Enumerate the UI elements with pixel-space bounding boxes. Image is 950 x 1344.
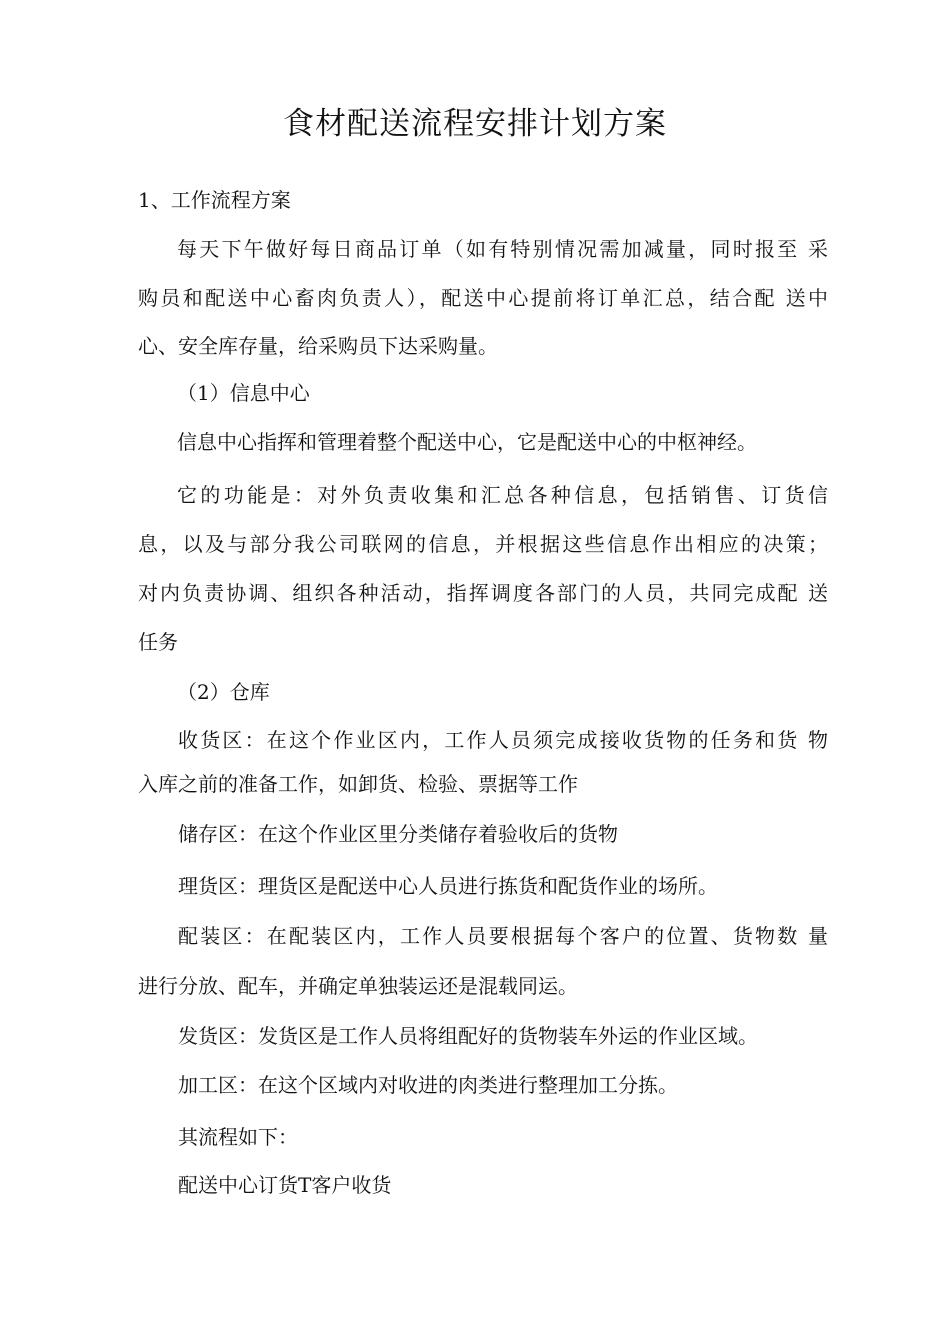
paragraph-line: 发货区：发货区是工作人员将组配好的货物装车外运的作业区域。 — [178, 1024, 758, 1048]
paragraph-line: 购员和配送中心畜肉负责人），配送中心提前将订单汇总，结合配 送中 — [138, 286, 828, 310]
paragraph-line: 进行分放、配车，并确定单独装运还是混载同运。 — [138, 974, 578, 998]
paragraph-line: 收货区：在这个作业区内，工作人员须完成接收货物的任务和货 物 — [178, 728, 828, 752]
paragraph-line: 理货区：理货区是配送中心人员进行拣货和配货作业的场所。 — [178, 874, 718, 898]
paragraph-line: 配装区：在配装区内，工作人员要根据每个客户的位置、货物数 量 — [178, 924, 828, 948]
paragraph-line: 信息中心指挥和管理着整个配送中心，它是配送中心的中枢神经。 — [177, 430, 757, 454]
paragraph-line: 入库之前的准备工作，如卸货、检验、票据等工作 — [138, 772, 578, 796]
paragraph-line: 任务 — [138, 630, 178, 654]
paragraph-line: 息，以及与部分我公司联网的信息，并根据这些信息作出相应的决策； — [138, 532, 828, 556]
paragraph-line: 它的功能是：对外负责收集和汇总各种信息，包括销售、订货信 — [177, 483, 828, 507]
paragraph-line: 其流程如下： — [178, 1125, 298, 1149]
document-title: 食材配送流程安排计划方案 — [283, 106, 667, 142]
subheading-info-center: （1）信息中心 — [177, 381, 310, 405]
paragraph-line: 储存区：在这个作业区里分类储存着验收后的货物 — [178, 822, 618, 846]
paragraph-line: 加工区：在这个区域内对收进的肉类进行整理加工分拣。 — [178, 1073, 678, 1097]
paragraph-line: 对内负责协调、组织各种活动，指挥调度各部门的人员，共同完成配 送 — [138, 581, 828, 605]
paragraph-line: 心、安全库存量，给采购员下达采购量。 — [138, 334, 498, 358]
paragraph-line: 配送中心订货T客户收货 — [178, 1173, 392, 1197]
section-heading-workflow: 1、工作流程方案 — [138, 188, 291, 212]
paragraph-line: 每天下午做好每日商品订单（如有特别情况需加减量，同时报至 采 — [177, 237, 828, 261]
subheading-warehouse: （2）仓库 — [177, 680, 270, 704]
